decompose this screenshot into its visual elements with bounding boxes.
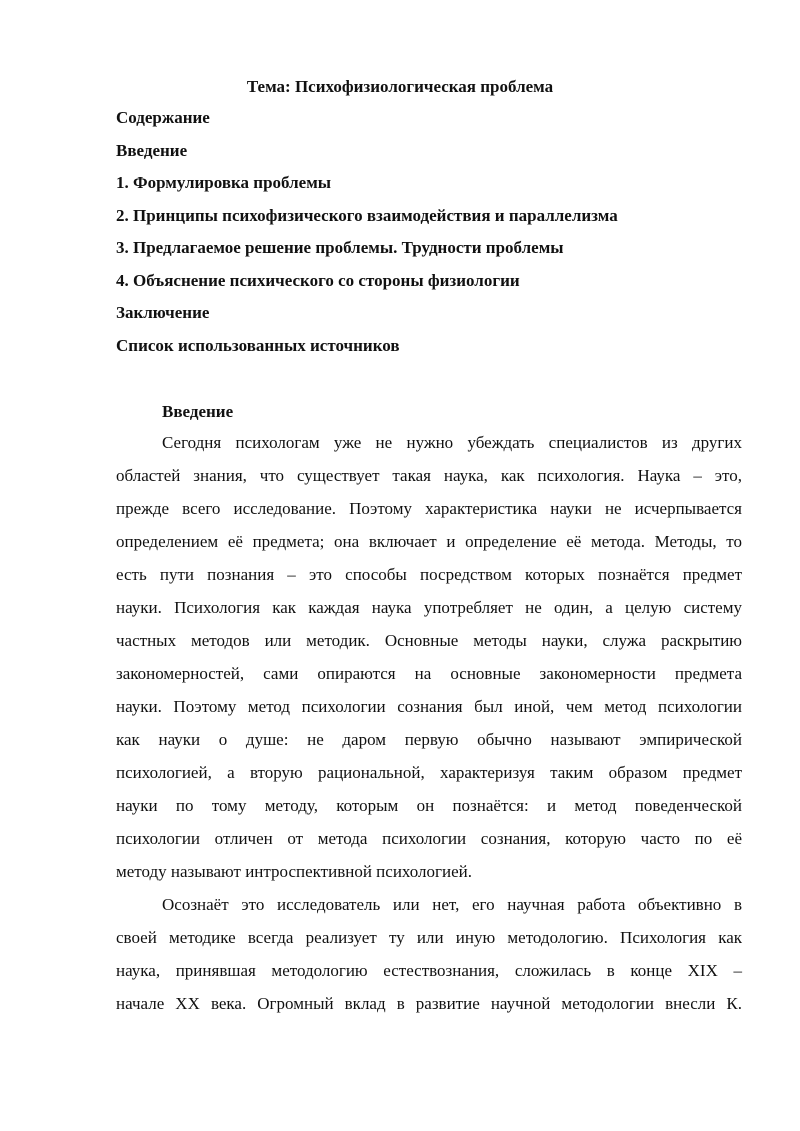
text-line: науки по тому методу, которым он познаётся: и метод поведенческой (116, 796, 742, 815)
toc-heading: Содержание (116, 108, 210, 127)
text-line: науки. Поэтому метод психологии сознания был иной, чем метод психологии (116, 697, 742, 716)
paragraph-1 (116, 426, 742, 888)
paragraph-2 (116, 888, 742, 1020)
text-line: методу называют интроспективной психологией. (116, 862, 472, 881)
toc-item-4: 4. Объяснение психического со стороны физиологии (116, 270, 520, 290)
text-line: областей знания, что существует такая наука, как психология. Наука – это, (116, 466, 742, 485)
text-line: своей методике всегда реализует ту или иную методологию. Психология как (116, 928, 742, 947)
table-of-contents (116, 107, 618, 367)
text-line: частных методов или методик. Основные методы науки, служа раскрытию (116, 631, 742, 650)
text-line: закономерностей, сами опираются на основные закономерности предмета (116, 664, 742, 683)
text-line: психологии отличен от метода психологии сознания, которую часто по её (116, 829, 742, 848)
text-line: как науки о душе: не даром первую обычно называют эмпирической (116, 730, 742, 749)
text-line: начале XX века. Огромный вклад в развитие научной методологии внесли К. (116, 994, 742, 1013)
toc-item-introduction: Введение (116, 140, 188, 160)
text-line: есть пути познания – это способы посредством которых познаётся предмет (116, 565, 742, 584)
text-line: наука, принявшая методологию естествознания, сложилась в конце XIX – (116, 961, 742, 980)
toc-item-references: Список использованных источников (116, 335, 400, 355)
toc-item-1: 1. Формулировка проблемы (116, 173, 332, 192)
toc-item-conclusion: Заключение (116, 303, 210, 322)
toc-item-3: 3. Предлагаемое решение проблемы. Трудности проблемы (116, 238, 564, 257)
toc-item-2: 2. Принципы психофизического взаимодействия и параллелизма (116, 205, 618, 225)
page-title: Тема: Психофизиологическая проблема (246, 77, 554, 96)
text-line: Осознаёт это исследователь или нет, его научная работа объективно в (162, 895, 742, 914)
text-line: науки. Психология как каждая наука употребляет не один, а целую систему (116, 598, 742, 617)
text-line: прежде всего исследование. Поэтому характеристика науки не исчерпывается (116, 499, 742, 518)
text-line: психологией, а вторую рациональной, характеризуя таким образом предмет (116, 763, 742, 782)
text-line: определением её предмета; она включает и определение её метода. Методы, то (116, 532, 742, 551)
body-text (116, 426, 742, 1020)
section-heading-introduction: Введение (162, 402, 234, 421)
text-line: Сегодня психологам уже не нужно убеждать специалистов из других (162, 433, 742, 452)
